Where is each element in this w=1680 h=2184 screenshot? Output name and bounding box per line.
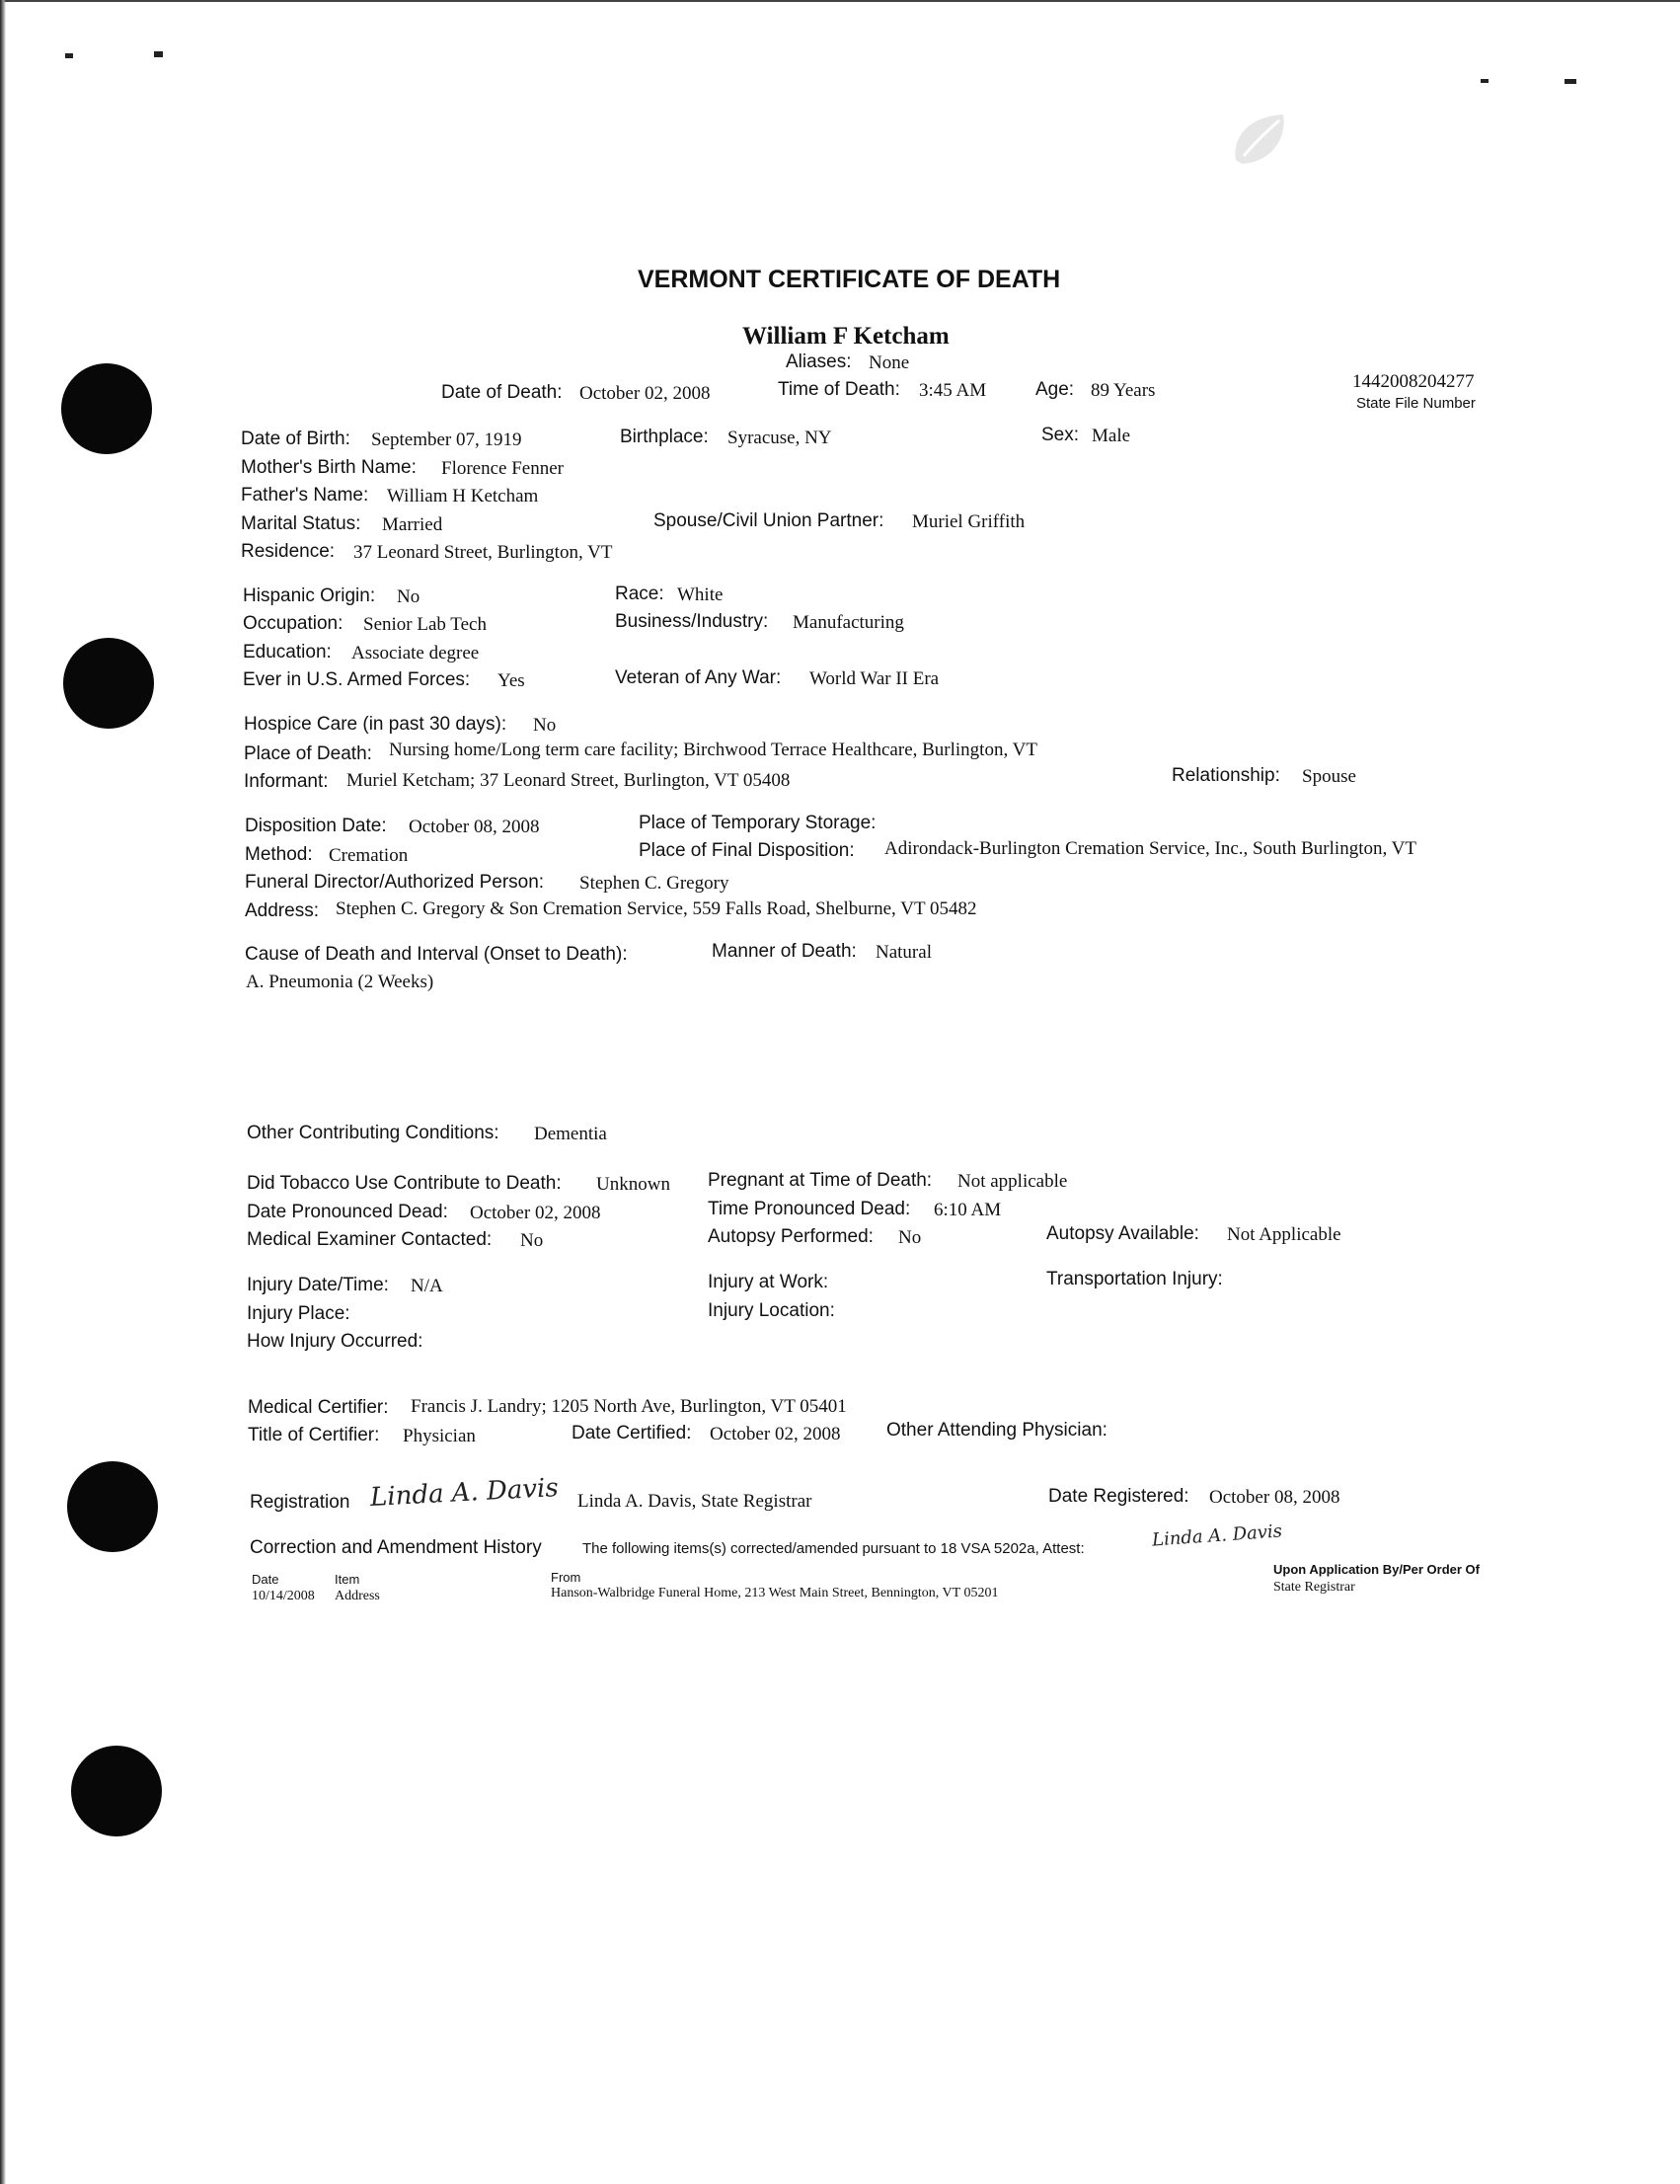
business-value: Manufacturing (793, 612, 904, 633)
birthplace-value: Syracuse, NY (727, 428, 832, 448)
date-certified-value: October 02, 2008 (710, 1424, 841, 1444)
history-row-from: Hanson-Walbridge Funeral Home, 213 West Main Street, Bennington, VT 05201 (551, 1586, 999, 1600)
registrar-signature: Linda A. Davis (369, 1473, 560, 1513)
tobacco-value: Unknown (596, 1174, 670, 1195)
medical-examiner-label: Medical Examiner Contacted: (247, 1229, 493, 1250)
father-label: Father's Name: (241, 485, 369, 506)
correction-history-label: Correction and Amendment History (250, 1537, 542, 1558)
education-value: Associate degree (351, 643, 480, 663)
armed-forces-label: Ever in U.S. Armed Forces: (243, 669, 471, 690)
veteran-label: Veteran of Any War: (615, 667, 782, 688)
date-of-death-value: October 02, 2008 (579, 383, 711, 404)
state-file-number: 1442008204277 (1352, 371, 1475, 392)
attest-signature: Linda A. Davis (1151, 1521, 1283, 1551)
method-value: Cremation (329, 845, 409, 866)
correction-text: The following items(s) corrected/amended pursuant to 18 VSA 5202a, Attest: (582, 1540, 1085, 1557)
injury-place-label: Injury Place: (247, 1303, 350, 1324)
seal-emboss-icon (1230, 111, 1289, 168)
funeral-address-value: Stephen C. Gregory & Son Cremation Service, 559 Falls Road, Shelburne, VT 05482 (336, 898, 977, 919)
registrar-value: Linda A. Davis, State Registrar (577, 1491, 812, 1512)
autopsy-value: No (898, 1227, 922, 1248)
cause-a-value: A. Pneumonia (2 Weeks) (246, 972, 434, 992)
hospice-value: No (533, 715, 557, 736)
injury-location-label: Injury Location: (708, 1300, 835, 1321)
date-certified-label: Date Certified: (572, 1423, 692, 1443)
registration-label: Registration (250, 1492, 350, 1513)
tobacco-label: Did Tobacco Use Contribute to Death: (247, 1173, 562, 1194)
funeral-address-label: Address: (245, 900, 319, 921)
birthplace-label: Birthplace: (620, 427, 709, 447)
history-header-from: From (551, 1570, 581, 1585)
hispanic-value: No (397, 586, 420, 607)
time-of-death-label: Time of Death: (778, 379, 900, 400)
medical-certifier-value: Francis J. Landry; 1205 North Ave, Burlington, VT 05401 (411, 1396, 847, 1417)
injury-at-work-label: Injury at Work: (708, 1272, 829, 1292)
history-header-date: Date (252, 1572, 279, 1587)
date-registered-label: Date Registered: (1048, 1486, 1189, 1507)
time-of-death-value: 3:45 AM (919, 380, 987, 401)
other-conditions-value: Dementia (534, 1124, 607, 1144)
punch-hole (67, 1461, 158, 1552)
final-disposition-value: Adirondack-Burlington Cremation Service, Inc., South Burlington, VT (884, 838, 1416, 859)
history-row-date: 10/14/2008 (252, 1589, 315, 1603)
place-of-death-value: Nursing home/Long term care facility; Birchwood Terrace Healthcare, Burlington, VT (389, 740, 1037, 760)
time-pronounced-value: 6:10 AM (934, 1200, 1002, 1220)
time-pronounced-label: Time Pronounced Dead: (708, 1199, 911, 1219)
certifier-title-label: Title of Certifier: (248, 1425, 380, 1445)
father-value: William H Ketcham (387, 486, 539, 507)
injury-date-label: Injury Date/Time: (247, 1275, 389, 1295)
spouse-label: Spouse/Civil Union Partner: (653, 510, 884, 531)
residence-label: Residence: (241, 541, 336, 562)
manner-of-death-value: Natural (876, 942, 932, 963)
marital-label: Marital Status: (241, 513, 361, 534)
upon-application-label: Upon Application By/Per Order Of (1273, 1562, 1480, 1577)
punch-hole (63, 638, 154, 729)
punch-hole (61, 363, 152, 454)
pregnant-label: Pregnant at Time of Death: (708, 1170, 933, 1191)
decedent-name: William F Ketcham (742, 323, 950, 350)
mother-value: Florence Fenner (441, 458, 564, 479)
state-registrar-label: State Registrar (1273, 1580, 1355, 1595)
dob-value: September 07, 1919 (371, 429, 522, 450)
medical-certifier-label: Medical Certifier: (248, 1397, 389, 1418)
temp-storage-label: Place of Temporary Storage: (639, 813, 877, 833)
sex-label: Sex: (1041, 425, 1080, 445)
relationship-value: Spouse (1302, 766, 1356, 787)
date-registered-value: October 08, 2008 (1209, 1487, 1340, 1508)
scan-top-edge (0, 0, 1680, 2)
aliases-label: Aliases: (786, 351, 852, 372)
transportation-injury-label: Transportation Injury: (1046, 1269, 1223, 1289)
scan-speck (154, 51, 163, 57)
hispanic-label: Hispanic Origin: (243, 585, 376, 606)
history-row-item: Address (335, 1589, 380, 1603)
place-of-death-label: Place of Death: (244, 743, 372, 764)
relationship-label: Relationship: (1172, 765, 1280, 786)
medical-examiner-value: No (520, 1230, 544, 1251)
business-label: Business/Industry: (615, 611, 769, 632)
pregnant-value: Not applicable (957, 1171, 1068, 1192)
education-label: Education: (243, 642, 332, 663)
history-header-item: Item (335, 1572, 360, 1587)
spouse-value: Muriel Griffith (912, 511, 1026, 532)
other-physician-label: Other Attending Physician: (886, 1420, 1107, 1441)
armed-forces-value: Yes (497, 670, 525, 691)
manner-of-death-label: Manner of Death: (712, 941, 857, 962)
disposition-date-label: Disposition Date: (245, 816, 387, 836)
hospice-label: Hospice Care (in past 30 days): (244, 714, 507, 735)
scan-left-edge (0, 0, 6, 2184)
mother-label: Mother's Birth Name: (241, 457, 417, 478)
race-label: Race: (615, 584, 664, 604)
method-label: Method: (245, 844, 313, 865)
autopsy-available-value: Not Applicable (1227, 1224, 1341, 1245)
age-label: Age: (1035, 379, 1075, 400)
occupation-label: Occupation: (243, 613, 344, 634)
marital-value: Married (382, 514, 443, 535)
autopsy-available-label: Autopsy Available: (1046, 1223, 1199, 1244)
disposition-date-value: October 08, 2008 (409, 817, 540, 837)
date-pronounced-label: Date Pronounced Dead: (247, 1202, 448, 1222)
final-disposition-label: Place of Final Disposition: (639, 840, 855, 861)
race-value: White (677, 585, 724, 605)
certifier-title-value: Physician (403, 1426, 476, 1446)
informant-value: Muriel Ketcham; 37 Leonard Street, Burlington, VT 05408 (346, 770, 791, 791)
informant-label: Informant: (244, 771, 329, 792)
residence-value: 37 Leonard Street, Burlington, VT (353, 542, 613, 563)
occupation-value: Senior Lab Tech (363, 614, 487, 635)
other-conditions-label: Other Contributing Conditions: (247, 1123, 499, 1143)
scan-speck (1481, 79, 1489, 83)
date-of-death-label: Date of Death: (441, 382, 563, 403)
sex-value: Male (1092, 426, 1131, 446)
veteran-value: World War II Era (809, 668, 940, 689)
date-pronounced-value: October 02, 2008 (470, 1203, 601, 1223)
age-value: 89 Years (1091, 380, 1156, 401)
scan-speck (65, 53, 73, 58)
autopsy-label: Autopsy Performed: (708, 1226, 874, 1247)
injury-date-value: N/A (411, 1276, 443, 1296)
cause-of-death-label: Cause of Death and Interval (Onset to Death): (245, 944, 628, 965)
state-file-number-label: State File Number (1356, 395, 1476, 412)
funeral-director-value: Stephen C. Gregory (579, 873, 729, 894)
scan-speck (1565, 79, 1576, 84)
dob-label: Date of Birth: (241, 429, 350, 449)
punch-hole (71, 1746, 162, 1836)
injury-how-label: How Injury Occurred: (247, 1331, 423, 1352)
funeral-director-label: Funeral Director/Authorized Person: (245, 872, 545, 893)
aliases-value: None (869, 352, 910, 373)
certificate-title: VERMONT CERTIFICATE OF DEATH (638, 266, 1061, 293)
